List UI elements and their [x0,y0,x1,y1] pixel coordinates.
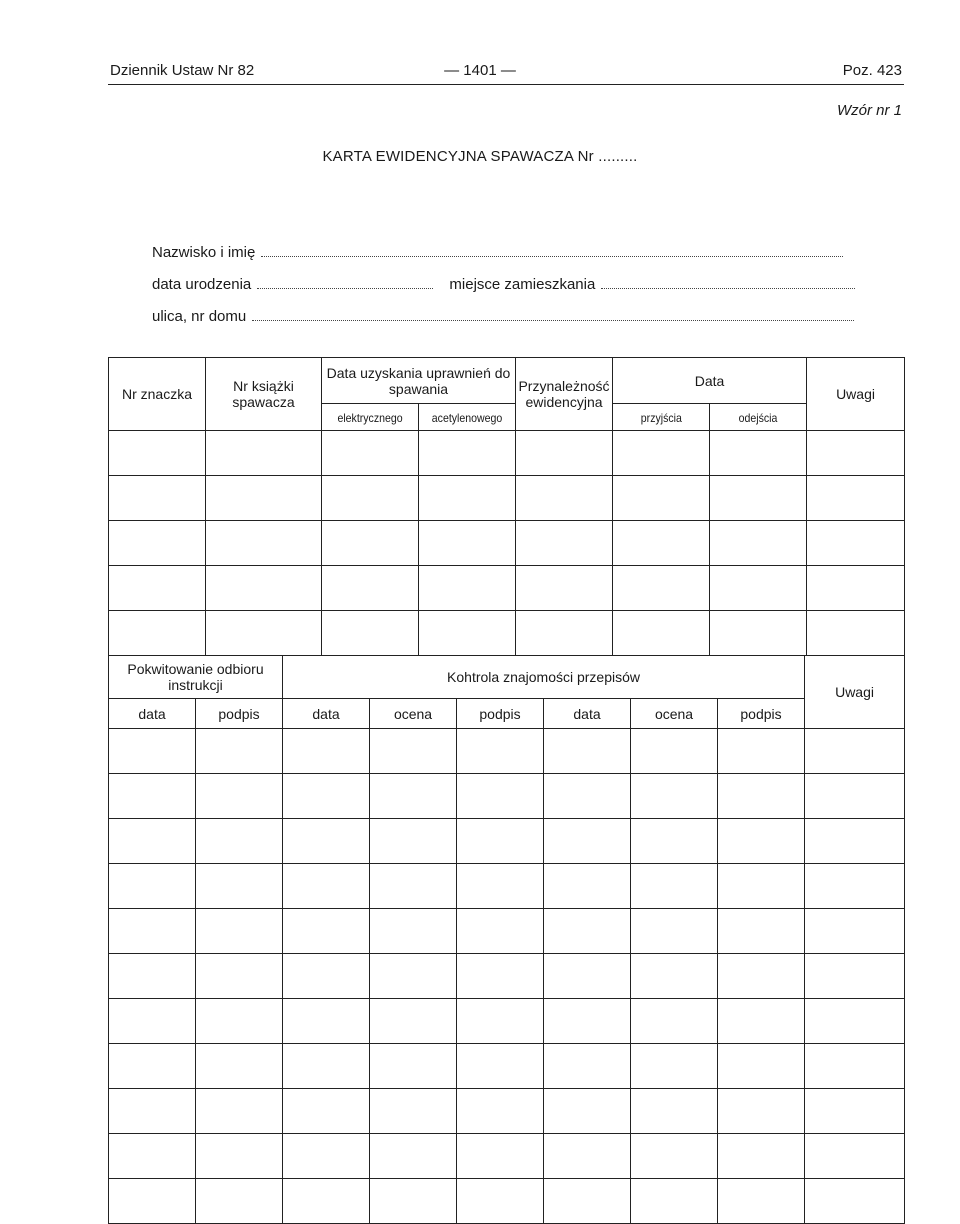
surname-dotted-line [261,255,843,257]
table-cell[interactable] [807,611,905,656]
table-cell[interactable] [196,1089,283,1134]
table-cell[interactable] [109,1134,196,1179]
table-cell[interactable] [718,999,805,1044]
table-cell[interactable] [196,909,283,954]
table-cell[interactable] [283,729,370,774]
table-cell[interactable] [718,909,805,954]
header-przyjscia [613,404,710,431]
street-dotted-line [252,319,854,321]
position-number: Poz. 423 [842,62,902,79]
instructions-control-table [108,655,905,1224]
table-cell[interactable] [419,611,516,656]
table-row [109,1179,905,1224]
table-cell[interactable] [370,909,457,954]
street-label: ulica, nr domu [152,308,247,325]
table-cell[interactable] [718,1179,805,1224]
table-cell[interactable] [805,1179,905,1224]
acetylenowego-label: acetylenowego [431,410,503,425]
table-cell[interactable] [807,566,905,611]
table-cell[interactable] [196,1134,283,1179]
table-cell[interactable] [805,864,905,909]
table-cell[interactable] [196,1179,283,1224]
table-row [109,1134,905,1179]
header-rule [108,84,904,85]
table-cell[interactable] [631,954,718,999]
table-cell[interactable] [544,1044,631,1089]
table-cell[interactable] [206,476,322,521]
table-cell[interactable] [807,431,905,476]
table-cell[interactable] [457,864,544,909]
table-cell[interactable] [109,1179,196,1224]
header-przynaleznosc: Przynależność ewidencyjna [516,358,613,431]
table-cell[interactable] [457,1044,544,1089]
table-cell[interactable] [109,864,196,909]
header-kontrola-podpis-2: podpis [718,699,805,729]
table-cell[interactable] [544,1134,631,1179]
form-template-label: Wzór nr 1 [836,102,902,119]
table-cell[interactable] [544,774,631,819]
table-cell[interactable] [109,819,196,864]
table-cell[interactable] [283,1089,370,1134]
header-elektrycznego [322,404,419,431]
table-cell[interactable] [109,999,196,1044]
table-cell[interactable] [370,774,457,819]
przyjscia-label: przyjścia [640,410,682,425]
table-cell[interactable] [109,1089,196,1134]
table-cell[interactable] [805,954,905,999]
table-cell[interactable] [457,954,544,999]
header-kontrola-data-1: data [283,699,370,729]
table-cell[interactable] [370,1089,457,1134]
table-cell[interactable] [196,999,283,1044]
table-cell[interactable] [206,611,322,656]
header-pokwitowanie-data: data [109,699,196,729]
header-kontrola-ocena-2: ocena [631,699,718,729]
table-cell[interactable] [544,864,631,909]
table-row [109,611,905,656]
table-row [109,1089,905,1134]
table-cell[interactable] [109,521,206,566]
table-cell[interactable] [370,729,457,774]
table-cell[interactable] [370,1044,457,1089]
header-nr-ksiazki: Nr książki spawacza [206,358,322,431]
table-cell[interactable] [457,1089,544,1134]
table-cell[interactable] [283,864,370,909]
table-cell[interactable] [283,909,370,954]
table-cell[interactable] [419,431,516,476]
table-row [109,954,905,999]
table-cell[interactable] [109,954,196,999]
table-cell[interactable] [109,729,196,774]
odejscia-label: odejścia [738,410,778,425]
table-cell[interactable] [631,1089,718,1134]
birth-date-label: data urodzenia [152,276,252,293]
table-cell[interactable] [544,954,631,999]
table-cell[interactable] [322,611,419,656]
table-cell[interactable] [805,1089,905,1134]
table-row [109,521,905,566]
table-cell[interactable] [631,729,718,774]
table-cell[interactable] [457,1179,544,1224]
table-cell[interactable] [109,909,196,954]
table-cell[interactable] [109,566,206,611]
table-cell[interactable] [613,611,710,656]
table-cell[interactable] [370,864,457,909]
table-cell[interactable] [805,999,905,1044]
table-cell[interactable] [544,1179,631,1224]
welder-permits-table [108,357,905,656]
table-cell[interactable] [283,819,370,864]
table-cell[interactable] [283,774,370,819]
table-cell[interactable] [805,1134,905,1179]
table-cell[interactable] [544,819,631,864]
table-cell[interactable] [516,566,613,611]
table-cell[interactable] [206,431,322,476]
table-cell[interactable] [370,999,457,1044]
header-odejscia [710,404,807,431]
table-cell[interactable] [370,1179,457,1224]
table-row [109,864,905,909]
table-row [109,431,905,476]
table-cell[interactable] [710,611,807,656]
table-cell[interactable] [718,864,805,909]
table-cell[interactable] [283,1044,370,1089]
header-acetylenowego [419,404,516,431]
table-cell[interactable] [631,774,718,819]
table-cell[interactable] [718,1044,805,1089]
table-row [109,819,905,864]
table-cell[interactable] [283,1179,370,1224]
table-cell[interactable] [457,909,544,954]
table-cell[interactable] [718,819,805,864]
table-cell[interactable] [718,774,805,819]
header-kontrola-ocena-1: ocena [370,699,457,729]
table-cell[interactable] [516,431,613,476]
table-row [109,909,905,954]
header-data-uzyskania: Data uzyskania uprawnień do spawania [322,358,516,404]
header-kontrola-podpis-1: podpis [457,699,544,729]
table-cell[interactable] [631,999,718,1044]
elektrycznego-label: elektrycznego [337,410,403,425]
residence-dotted-line [601,287,855,289]
residence-label: miejsce zamieszkania [449,276,596,293]
header-kontrola-data-2: data [544,699,631,729]
table-cell[interactable] [805,774,905,819]
header-kontrola: Kohtrola znajomości przepisów [283,656,805,699]
table-cell[interactable] [805,729,905,774]
table-cell[interactable] [322,476,419,521]
page-number: — 1401 — [444,62,516,79]
table-cell[interactable] [322,521,419,566]
table-cell[interactable] [631,1044,718,1089]
table-cell[interactable] [109,476,206,521]
table-cell[interactable] [457,729,544,774]
table-cell[interactable] [544,999,631,1044]
table-cell[interactable] [196,954,283,999]
table-cell[interactable] [370,1134,457,1179]
table-cell[interactable] [613,521,710,566]
table-cell[interactable] [370,954,457,999]
header-uwagi-2: Uwagi [805,656,905,729]
table-cell[interactable] [613,476,710,521]
table-cell[interactable] [710,431,807,476]
table-cell[interactable] [807,521,905,566]
table-cell[interactable] [419,476,516,521]
table-row [109,999,905,1044]
table-cell[interactable] [631,1134,718,1179]
table-cell[interactable] [710,476,807,521]
header-pokwitowanie: Pokwitowanie odbioru instrukcji [109,656,283,699]
table-cell[interactable] [805,909,905,954]
table-cell[interactable] [196,774,283,819]
table-row [109,774,905,819]
header-uwagi: Uwagi [807,358,905,431]
table-cell[interactable] [710,521,807,566]
table-cell[interactable] [109,1044,196,1089]
table-cell[interactable] [718,1089,805,1134]
header-nr-znaczka: Nr znaczka [109,358,206,431]
table-cell[interactable] [718,729,805,774]
table-cell[interactable] [196,819,283,864]
table-cell[interactable] [516,521,613,566]
table-cell[interactable] [807,476,905,521]
header-data: Data [613,358,807,404]
table-cell[interactable] [457,774,544,819]
table-cell[interactable] [196,1044,283,1089]
surname-field [152,244,843,261]
table-row [109,1044,905,1089]
table-cell[interactable] [206,566,322,611]
table-cell[interactable] [613,431,710,476]
table-cell[interactable] [419,566,516,611]
table-cell[interactable] [283,954,370,999]
table-cell[interactable] [457,999,544,1044]
table-cell[interactable] [457,819,544,864]
table-cell[interactable] [544,1089,631,1134]
table-cell[interactable] [109,611,206,656]
card-title: KARTA EWIDENCYJNA SPAWACZA Nr ......... [322,148,638,165]
table-cell[interactable] [283,999,370,1044]
table-cell[interactable] [109,431,206,476]
table-cell[interactable] [631,909,718,954]
table-cell[interactable] [196,864,283,909]
table-row [109,566,905,611]
table-cell[interactable] [544,729,631,774]
table-row [109,476,905,521]
street-field [152,308,854,325]
table-cell[interactable] [631,819,718,864]
table-cell[interactable] [544,909,631,954]
table-cell[interactable] [805,1044,905,1089]
table-cell[interactable] [613,566,710,611]
birth-residence-field [152,276,855,293]
table-cell[interactable] [370,819,457,864]
table-cell[interactable] [322,431,419,476]
table-cell[interactable] [419,521,516,566]
table-cell[interactable] [457,1134,544,1179]
table-cell[interactable] [322,566,419,611]
table-cell[interactable] [516,476,613,521]
table-cell[interactable] [631,1179,718,1224]
surname-label: Nazwisko i imię [152,244,256,261]
table-cell[interactable] [283,1134,370,1179]
gazette-title: Dziennik Ustaw Nr 82 [110,62,255,79]
table-cell[interactable] [631,864,718,909]
table-row [109,729,905,774]
table-cell[interactable] [805,819,905,864]
table-cell[interactable] [718,1134,805,1179]
header-pokwitowanie-podpis: podpis [196,699,283,729]
table-cell[interactable] [109,774,196,819]
table-cell[interactable] [516,611,613,656]
table-cell[interactable] [206,521,322,566]
table-cell[interactable] [718,954,805,999]
birth-date-dotted-line [257,287,433,289]
table-cell[interactable] [710,566,807,611]
table-cell[interactable] [196,729,283,774]
